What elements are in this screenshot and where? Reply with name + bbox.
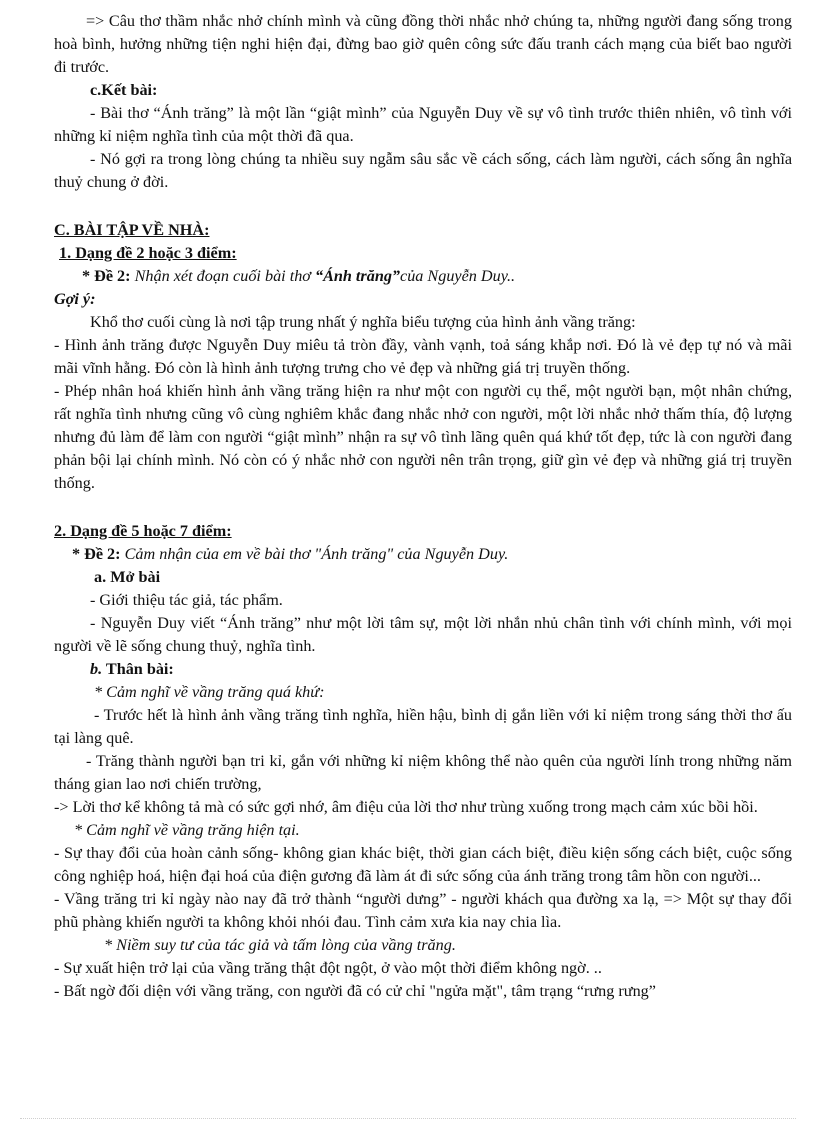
prompt-de-2-long: [54, 543, 792, 566]
paragraph-conclusion-note: => Câu thơ thầm nhắc nhở chính mình và cũng đồng thời nhắc nhở chúng ta, những người đang sống trong hoà bình, hưởng những tiện nghi hiện đại, đừng bao giờ quên công sức đấu tranh cách mạng của biết bao người đi trước.: [54, 12, 792, 76]
paragraph-than-bai-4: - Sự thay đổi của hoàn cảnh sống- không gian khác biệt, thời gian cách biệt, điều kiện sống cách biệt, cuộc sống công nghiệp hoá, hiện đại hoá của điện gương đã làm át đi sức sống của ánh trăng trong tâm hồn con người...: [54, 844, 792, 885]
heading-cam-nghi-qua-khu: * Cảm nghĩ về vầng trăng quá khứ:: [94, 683, 325, 701]
paragraph-goi-y-intro: Khổ thơ cuối cùng là nơi tập trung nhất ý nghĩa biểu tượng của hình ảnh vầng trăng:: [90, 313, 636, 331]
heading-dang-2: 2. Dạng đề 5 hoặc 7 điểm:: [54, 522, 232, 540]
page-bottom-divider: [20, 1118, 796, 1119]
poem-title: “Ánh trăng”: [314, 267, 401, 285]
than-bai-letter: b.: [90, 660, 103, 678]
heading-ket-bai: c.Kết bài:: [90, 81, 158, 99]
document-page: [54, 10, 792, 1003]
heading-section-c: C. BÀI TẬP VỀ NHÀ:: [54, 221, 210, 239]
heading-dang-1: 1. Dạng đề 2 hoặc 3 điểm:: [59, 244, 237, 262]
heading-cam-nghi-hien-tai: * Cảm nghĩ về vầng trăng hiện tại.: [74, 821, 300, 839]
paragraph-goi-y-1: - Hình ảnh trăng được Nguyễn Duy miêu tả tròn đầy, vành vạnh, toả sáng khắp nơi. Đó là vẻ đẹp tự nó và mãi mãi vĩnh hằng. Đó còn là hình ảnh tượng trưng cho vẻ đẹp và những giá trị truyền thống.: [54, 336, 792, 377]
prompt-text-end: của Nguyễn Duy..: [400, 267, 516, 285]
prompt-label: * Đề 2:: [82, 267, 131, 285]
spacer: [54, 194, 792, 217]
paragraph-than-bai-6: - Sự xuất hiện trở lại của vầng trăng thật đột ngột, ở vào một thời điểm không ngờ. ..: [54, 959, 602, 977]
paragraph-than-bai-3: -> Lời thơ kể không tả mà có sức gợi nhớ, âm điệu của lời thơ như trùng xuống trong mạch cảm xúc bồi hồi.: [54, 798, 758, 816]
heading-than-bai: [54, 658, 792, 681]
than-bai-label: Thân bài:: [102, 660, 174, 678]
paragraph-than-bai-1: - Trước hết là hình ảnh vầng trăng tình nghĩa, hiền hậu, bình dị gắn liền với kỉ niệm trong sáng thời thơ ấu tại làng quê.: [54, 706, 792, 747]
prompt-de-2-short: [54, 265, 792, 288]
paragraph-mo-bai-2: - Nguyễn Duy viết “Ánh trăng” như một lời tâm sự, một lời nhắn nhủ chân tình với chính mình, với mọi người về lẽ sống chung thuỷ, nghĩa tình.: [54, 614, 792, 655]
paragraph-than-bai-7: - Bất ngờ đối diện với vầng trăng, con người đã có cử chỉ "ngửa mặt", tâm trạng “rưng rưng”: [54, 982, 656, 1000]
prompt-label: * Đề 2:: [72, 545, 121, 563]
heading-mo-bai: a. Mở bài: [94, 568, 161, 586]
paragraph-than-bai-2: - Trăng thành người bạn tri kỉ, gắn với những kỉ niệm không thể nào quên của người lính trong những năm tháng gian lao nơi chiến trường,: [54, 752, 792, 793]
heading-goi-y: Gợi ý:: [54, 290, 96, 308]
heading-niem-suy-tu: * Niềm suy tư của tác giả và tấm lòng của vầng trăng.: [104, 936, 456, 954]
paragraph-than-bai-5: - Vầng trăng tri kỉ ngày nào nay đã trở thành “người dưng” - người khách qua đường xa lạ, => Một sự thay đổi phũ phàng khiến người ta không khỏi nhói đau. Tình cảm xưa kia nay chia lìa.: [54, 890, 792, 931]
paragraph-ket-bai-2: - Nó gợi ra trong lòng chúng ta nhiều suy ngẫm sâu sắc về cách sống, cách làm người, cách sống ân nghĩa thuỷ chung ở đời.: [54, 150, 792, 191]
paragraph-goi-y-2: - Phép nhân hoá khiến hình ảnh vầng trăng hiện ra như một con người cụ thể, một người bạn, một nhân chứng, rất nghĩa tình nhưng cũng vô cùng nghiêm khắc đang nhắc nhở con người, một lời nhắc nhở thấm thía, độ lượng nhưng đủ làm để làm con người “giật mình” nhận ra sự vô tình lãng quên quá khứ tốt đẹp, tức là con người đang phản bội lại chính mình. Nó còn có ý nhắc nhở con người nên trân trọng, giữ gìn vẻ đẹp và những giá trị truyền thống.: [54, 382, 792, 492]
paragraph-ket-bai-1: - Bài thơ “Ánh trăng” là một lần “giật mình” của Nguyễn Duy về sự vô tình trước thiên nhiên, vô tình với những kỉ niệm nghĩa tình của một thời đã qua.: [54, 104, 792, 145]
prompt-text: Cảm nhận của em về bài thơ "Ánh trăng" của Nguyễn Duy.: [124, 545, 509, 563]
spacer: [54, 495, 792, 518]
paragraph-mo-bai-1: - Giới thiệu tác giả, tác phẩm.: [90, 591, 283, 609]
prompt-text: Nhận xét đoạn cuối bài thơ: [134, 267, 315, 285]
